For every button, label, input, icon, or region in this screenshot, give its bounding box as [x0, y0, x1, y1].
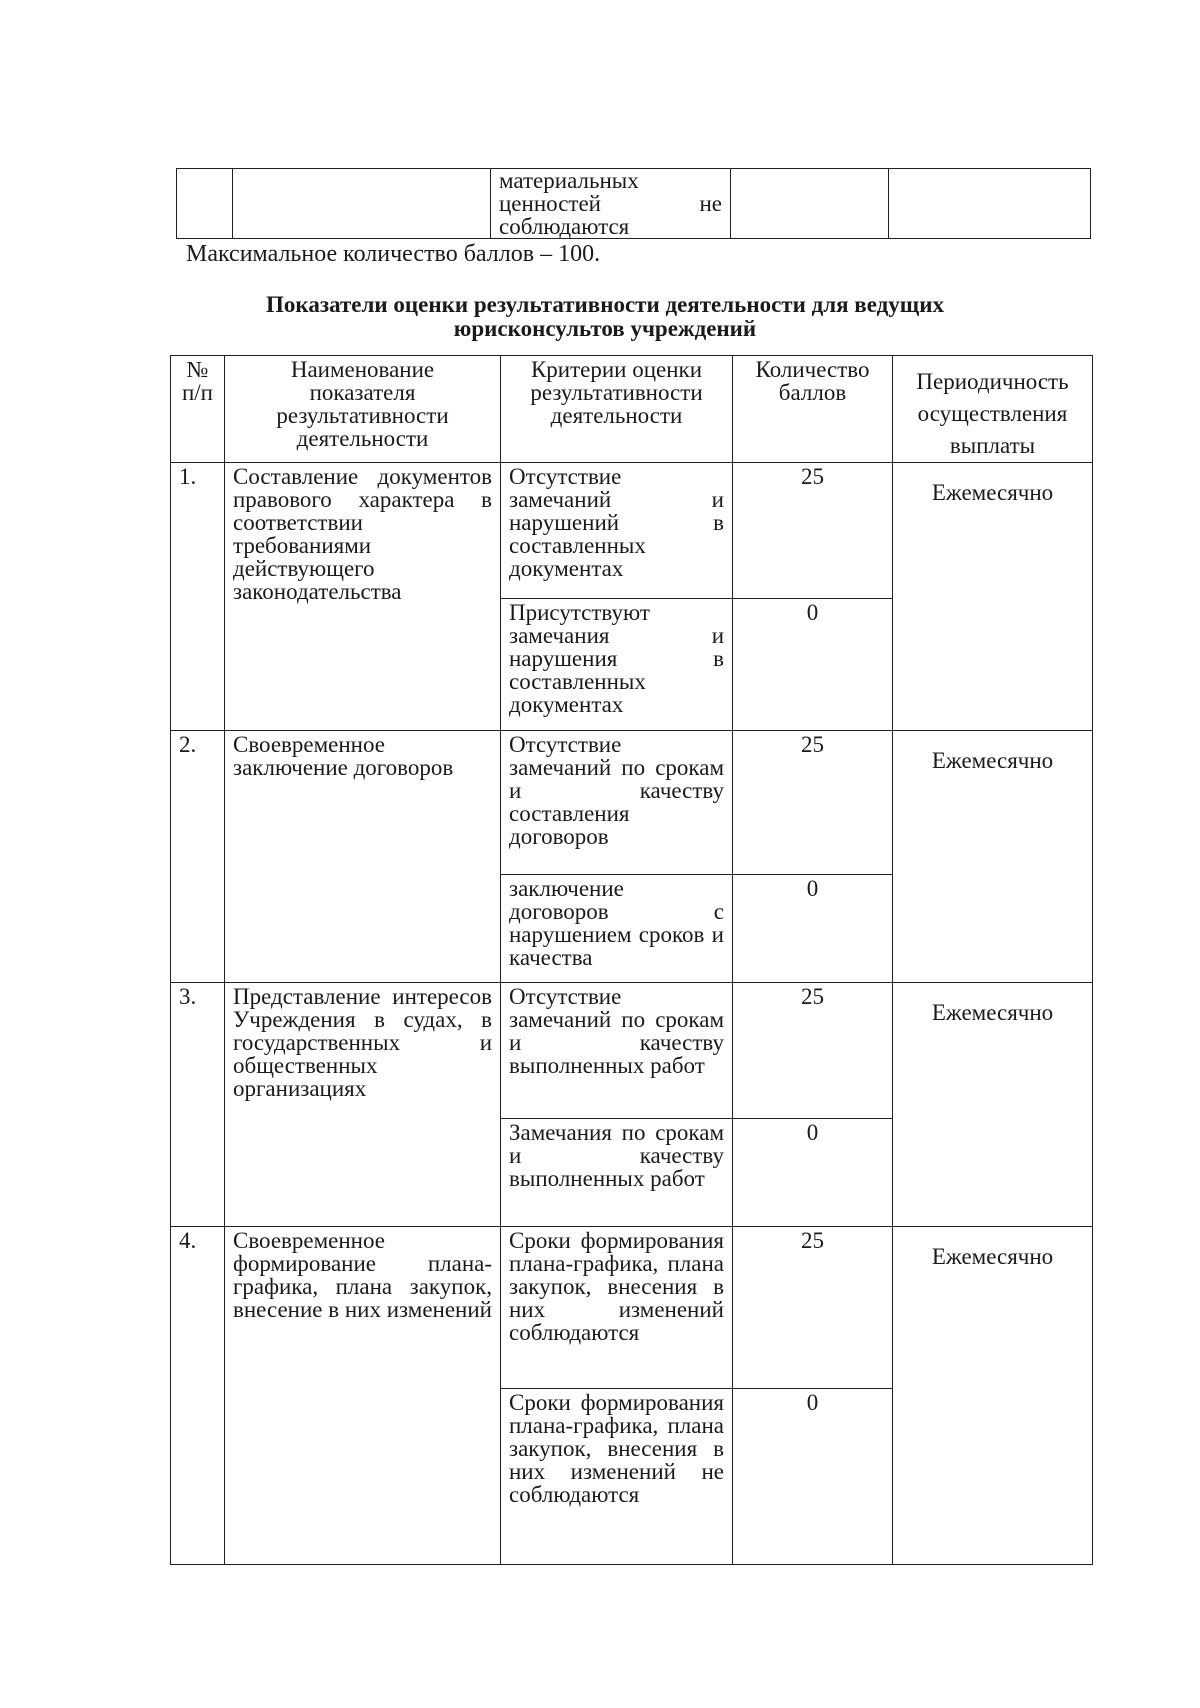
row-criteria: заключение договоров с нарушением сроков и качества [501, 875, 733, 983]
row-period: Ежемесячно [893, 983, 1093, 1227]
table-row [171, 983, 1093, 1119]
fragment-criteria-line: не [699, 191, 722, 216]
row-criteria: Отсутствие замечаний по срокам и качеству выполненных работ [501, 983, 733, 1119]
row-score: 25 [733, 983, 893, 1119]
table-row [171, 463, 1093, 599]
section-title: Показатели оценки результативности деятельности для ведущих юрисконсультов учреждений [266, 292, 944, 341]
indicators-table [170, 355, 1093, 1565]
row-indicator-name: Составление документов правового характера в соответствии требованиями действующего законодательства [225, 463, 501, 731]
header-name: Наименование показателя результативности деятельности [225, 356, 501, 463]
row-period: Ежемесячно [893, 731, 1093, 983]
header-period: Периодичность осуществления выплаты [893, 356, 1093, 463]
fragment-num-cell [177, 169, 233, 239]
row-criteria: Отсутствие замечаний по срокам и качеству составления договоров [501, 731, 733, 875]
row-score: 0 [733, 1389, 893, 1565]
row-score: 25 [733, 731, 893, 875]
row-criteria: Сроки формирования плана-графика, плана закупок, внесения в них изменений соблюдаются [501, 1227, 733, 1389]
row-indicator-name: Представление интересов Учреждения в судах, в государственных и общественных организациях [225, 983, 501, 1227]
fragment-criteria-line: материальных [499, 168, 639, 193]
row-period: Ежемесячно [893, 1227, 1093, 1565]
row-score: 25 [733, 1227, 893, 1389]
table-row [171, 731, 1093, 875]
row-indicator-name: Своевременное заключение договоров [225, 731, 501, 983]
fragment-score-cell [731, 169, 889, 239]
row-num: 2. [171, 731, 225, 983]
row-period: Ежемесячно [893, 463, 1093, 731]
fragment-criteria-line: ценностей [499, 191, 601, 216]
max-score-note: Максимальное количество баллов – 100. [186, 241, 601, 267]
row-score: 0 [733, 875, 893, 983]
table-row [171, 1227, 1093, 1389]
header-num: № п/п [171, 356, 225, 463]
row-num: 1. [171, 463, 225, 731]
row-num: 3. [171, 983, 225, 1227]
header-criteria: Критерии оценки результативности деятельности [501, 356, 733, 463]
row-criteria: Замечания по срокам и качеству выполненных работ [501, 1119, 733, 1227]
row-criteria: Сроки формирования плана-графика, плана закупок, внесения в них изменений не соблюдаются [501, 1389, 733, 1565]
previous-table-fragment [176, 168, 1091, 239]
row-score: 0 [733, 1119, 893, 1227]
fragment-name-cell [233, 169, 491, 239]
fragment-period-cell [889, 169, 1091, 239]
row-score: 0 [733, 599, 893, 731]
fragment-criteria-cell [491, 169, 731, 239]
row-criteria: Присутствуют замечания и нарушения в составленных документах [501, 599, 733, 731]
row-indicator-name: Своевременное формирование плана-графика, плана закупок, внесение в них изменений [225, 1227, 501, 1565]
row-criteria: Отсутствие замечаний и нарушений в составленных документах [501, 463, 733, 599]
table-header-row [171, 356, 1093, 463]
header-score: Количество баллов [733, 356, 893, 463]
fragment-criteria-line: соблюдаются [499, 214, 630, 239]
row-num: 4. [171, 1227, 225, 1565]
row-score: 25 [733, 463, 893, 599]
